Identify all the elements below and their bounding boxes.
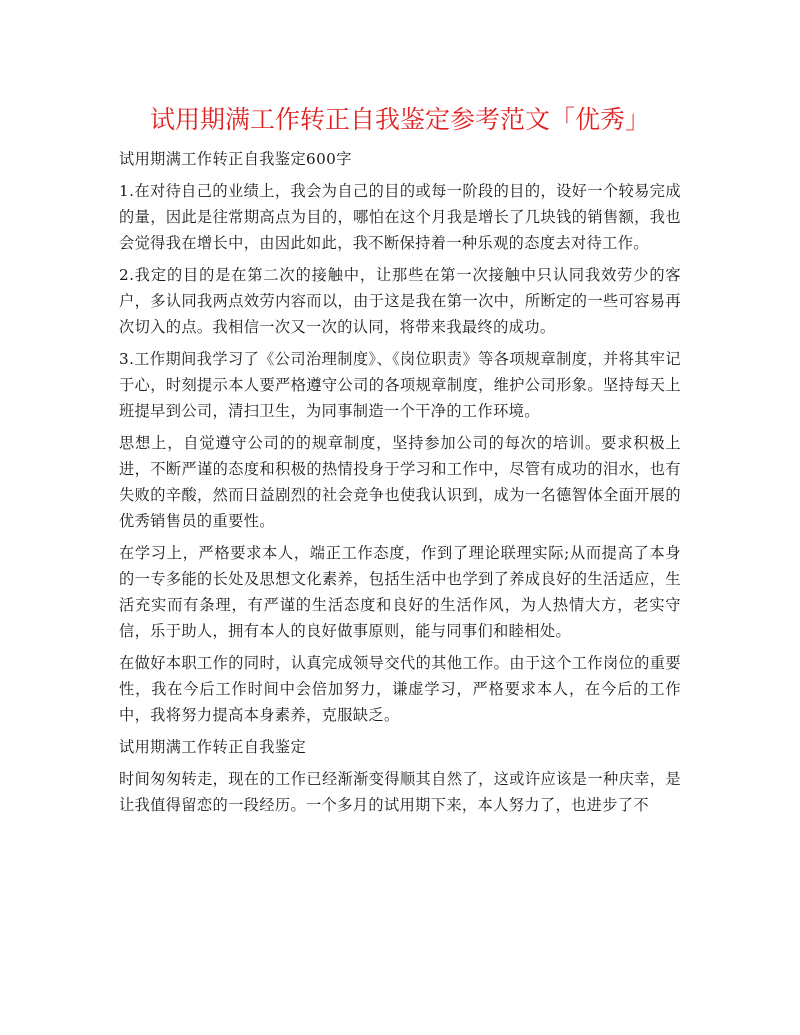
section-heading-appraisal: 试用期满工作转正自我鉴定 xyxy=(119,738,307,756)
section-heading-600: 试用期满工作转正自我鉴定600字 xyxy=(119,150,352,168)
paragraph-rules: 3.工作期间我学习了《公司治理制度》、《岗位职责》等各项规章制度，并将其牢记于心，时刻提示本人要严格遵守公司的各项规章制度，维护公司形象。坚持每天上班提早到公司，清扫卫生，为同事制造一个干净的工作环境。 xyxy=(119,350,681,420)
paragraph-duty: 在做好本职工作的同时，认真完成领导交代的其他工作。由于这个工作岗位的重要性，我在今后工作时间中会倍加努力，谦虚学习，严格要求本人，在今后的工作中，我将努力提高本身素养，克服缺乏。 xyxy=(119,654,681,724)
paragraph-study: 在学习上，严格要求本人，端正工作态度，作到了理论联理实际;从而提高了本身的一专多能的长处及思想文化素养，包括生活中也学到了养成良好的生活适应，生活充实而有条理，有严谨的生活态度和良好的生活作风，为人热情大方，老实守信，乐于助人，拥有本人的良好做事原则，能与同事们和睦相处。 xyxy=(119,544,681,640)
paragraph-time: 时间匆匆转走，现在的工作已经渐渐变得顺其自然了，这或许应该是一种庆幸，是让我值得留恋的一段经历。一个多月的试用期下来，本人努力了，也进步了不 xyxy=(119,770,681,814)
paragraph-thought: 思想上，自觉遵守公司的的规章制度，坚持参加公司的每次的培训。要求积极上进，不断严谨的态度和积极的热情投身于学习和工作中，尽管有成功的泪水，也有失败的辛酸，然而日益剧烈的社会竞争也使我认识到，成为一名德智体全面开展的优秀销售员的重要性。 xyxy=(119,434,681,530)
document-body xyxy=(119,146,681,824)
paragraph-performance: 1.在对待自己的业绩上，我会为自己的目的或每一阶段的目的，设好一个较易完成的量，因此是往常期高点为目的，哪怕在这个月我是增长了几块钱的销售额，我也会觉得我在增长中，由因此如此，我不断保持着一种乐观的态度去对待工作。 xyxy=(119,182,681,252)
paragraph-goal: 2.我定的目的是在第二次的接触中，让那些在第一次接触中只认同我效劳少的客户，多认同我两点效劳内容而以，由于这是我在第一次中，所断定的一些可容易再次切入的点。我相信一次又一次的认同，将带来我最终的成功。 xyxy=(119,266,681,336)
document-title: 试用期满工作转正自我鉴定参考范文「优秀」 xyxy=(149,105,650,134)
